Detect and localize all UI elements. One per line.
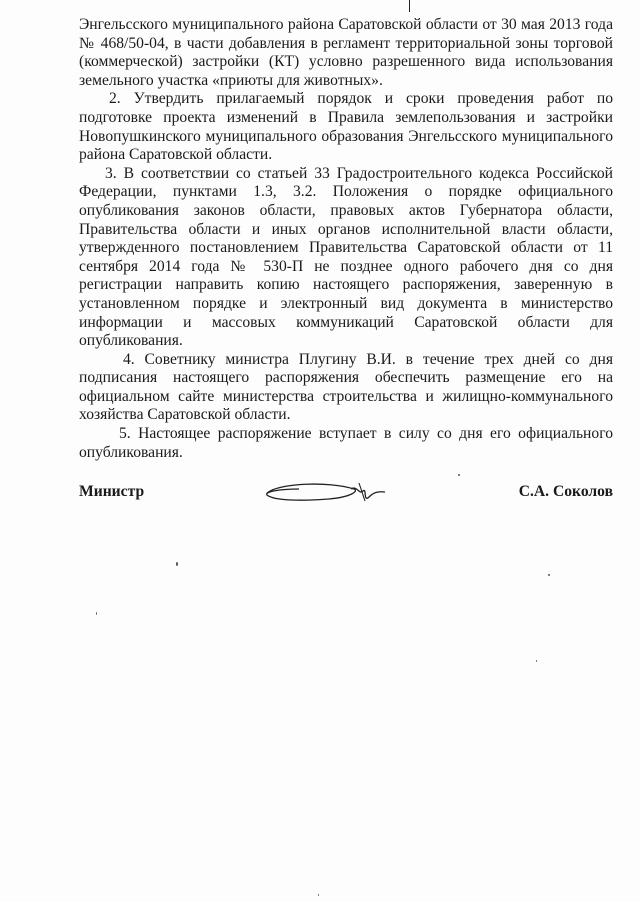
paragraph-4: 4. Советнику министра Плугину В.И. в течение трех дней со дня подписания настоящего распоряжения обеспечить размещение его на официальном сайте министерства строительства и жилищно-коммунального хозяйства Саратовской области. [79,350,613,424]
scan-speck [96,612,97,615]
scan-speck [318,894,319,896]
handwritten-signature [259,475,389,515]
document-body [79,16,613,462]
scan-speck [176,562,178,566]
signatory-title: Министр [79,483,145,500]
scan-artifact [409,0,410,12]
paragraph-1-continuation: Энгельсского муниципального района Саратовской области от 30 мая 2013 года № 468/50-04, в части добавления в регламент территориальной зоны торговой (коммерческой) застройки (КТ) условно разрешенного вида использования земельного участка «приюты для животных». [79,16,613,89]
signature-block [79,481,613,521]
scan-speck [548,574,550,576]
scan-speck [536,660,537,662]
paragraph-2: 2. Утвердить прилагаемый порядок и сроки проведения работ по подготовке проекта изменений в Правила землепользования и застройки Новопушкинского муниципального образования Энгельсского муниципального района Саратовской области. [79,90,613,164]
paragraph-3: 3. В соответствии со статьей 33 Градостроительного кодекса Российской Федерации, пунктами 1.3, 3.2. Положения о порядке официального опубликования законов области, правовых актов Губернатора области, Правительства области и иных органов исполнительной власти области, утвержденного постановлением Правительства Саратовской области от 11 сентября 2014 года № 530-П не позднее одного рабочего дня со дня регистрации направить копию настоящего распоряжения, заверенную в установленном порядке и электронный вид документа в министерство информации и массовых коммуникаций Саратовской области для опубликования. [79,164,613,350]
scan-speck [458,474,460,476]
paragraph-5: 5. Настоящее распоряжение вступает в силу со дня его официального опубликования. [79,425,613,461]
signatory-name: С.А. Соколов [518,483,613,500]
